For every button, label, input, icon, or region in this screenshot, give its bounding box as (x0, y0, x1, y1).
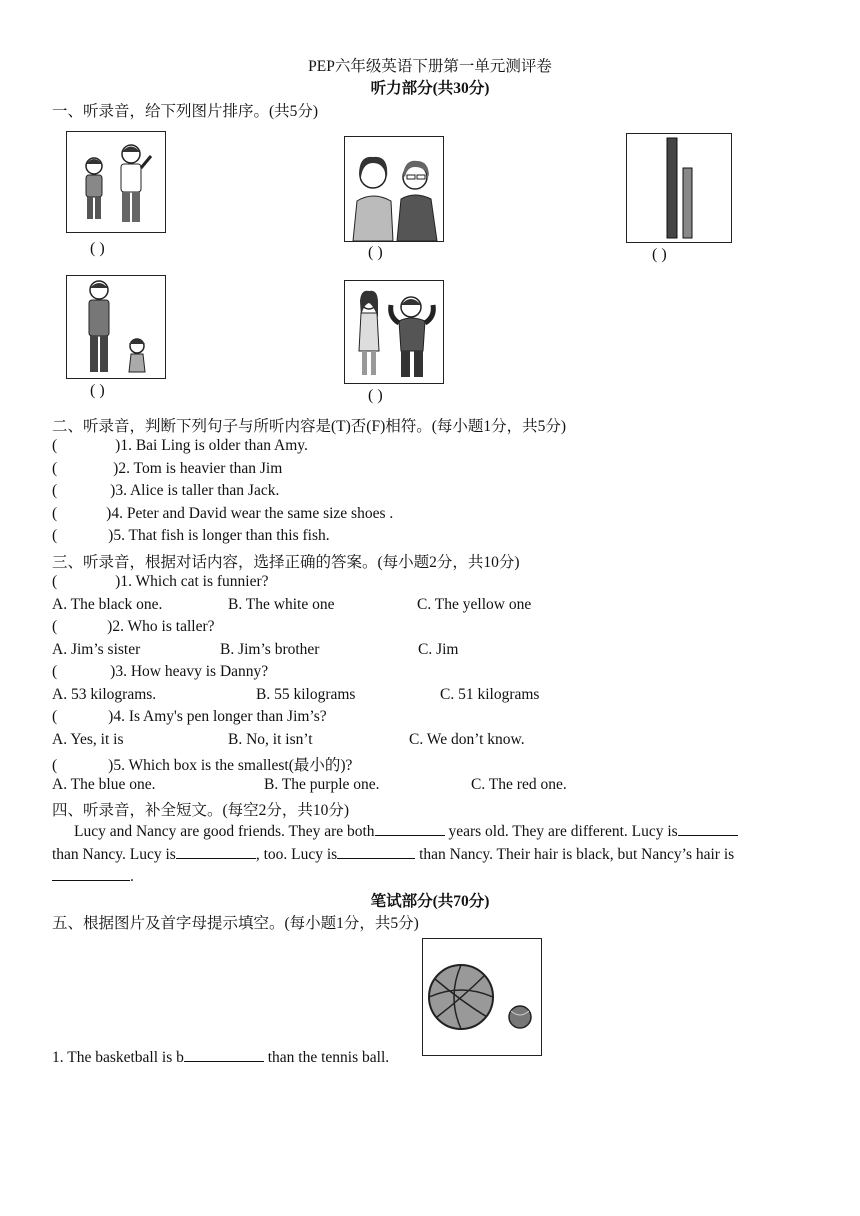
mc-q5-option-a[interactable]: A. The blue one. (52, 776, 156, 793)
part1-heading: 一、听录音，给下列图片排序。(共5分) (52, 103, 319, 120)
passage-blank-2[interactable] (678, 821, 738, 836)
two-bars-picture (626, 133, 732, 243)
passage-blank-1[interactable] (375, 821, 445, 836)
tf-item-4[interactable]: ( )4. Peter and David wear the same size shoes . (52, 505, 394, 522)
two-boys-picture (66, 131, 166, 233)
mc-q3-option-a[interactable]: A. 53 kilograms. (52, 686, 157, 703)
part2-heading: 二、听录音，判断下列句子与所听内容是(T)否(F)相符。(每小题1分，共5分) (52, 418, 567, 435)
mc-question-1[interactable]: ( )1. Which cat is funnier? (52, 573, 269, 590)
picture2-answer-paren[interactable]: ( ) (368, 244, 383, 261)
mc-question-2[interactable]: ( )2. Who is taller? (52, 618, 215, 635)
mc-q1-option-c[interactable]: C. The yellow one (417, 596, 532, 613)
mc-q2-option-c[interactable]: C. Jim (418, 641, 459, 658)
picture1-answer-paren[interactable]: ( ) (90, 240, 105, 257)
tf-item-1[interactable]: ( )1. Bai Ling is older than Amy. (52, 437, 308, 454)
mc-q5-option-b[interactable]: B. The purple one. (264, 776, 380, 793)
mc-q4-option-b[interactable]: B. No, it isn’t (228, 731, 313, 748)
part5-heading: 五、根据图片及首字母提示填空。(每小题1分，共5分) (52, 915, 419, 932)
passage-blank-5[interactable] (52, 866, 130, 881)
mc-q1-option-b[interactable]: B. The white one (228, 596, 335, 613)
page-title: PEP六年级英语下册第一单元测评卷 (308, 58, 552, 75)
part4-heading: 四、听录音，补全短文。(每空2分，共10分) (52, 802, 350, 819)
tf-item-5[interactable]: ( )5. That fish is longer than this fish. (52, 527, 330, 544)
part5-question-1: 1. The basketball is b than the tennis ball. (52, 1049, 390, 1066)
mc-q3-option-c[interactable]: C. 51 kilograms (440, 686, 540, 703)
woman-and-strong-man-picture (344, 280, 444, 384)
tf-item-2[interactable]: ( )2. Tom is heavier than Jim (52, 460, 283, 477)
tf-item-3[interactable]: ( )3. Alice is taller than Jack. (52, 482, 280, 499)
picture5-answer-paren[interactable]: ( ) (368, 387, 383, 404)
man-and-girl-picture (66, 275, 166, 379)
part5-q1-blank[interactable] (184, 1047, 264, 1062)
passage-blank-3[interactable] (176, 844, 256, 859)
picture3-answer-paren[interactable]: ( ) (652, 246, 667, 263)
mc-q5-option-c[interactable]: C. The red one. (471, 776, 567, 793)
mc-question-5[interactable]: ( )5. Which box is the smallest(最小的)? (52, 757, 353, 774)
mc-q2-option-b[interactable]: B. Jim’s brother (220, 641, 320, 658)
mc-q4-option-a[interactable]: A. Yes, it is (52, 731, 124, 748)
passage-line-3: . (52, 866, 134, 886)
part3-heading: 三、听录音，根据对话内容，选择正确的答案。(每小题2分，共10分) (52, 554, 520, 571)
basketball-and-tennis-ball-picture (422, 938, 542, 1056)
mc-question-4[interactable]: ( )4. Is Amy's pen longer than Jim’s? (52, 708, 327, 725)
mc-q2-option-a[interactable]: A. Jim’s sister (52, 641, 141, 658)
writing-section-header: 笔试部分(共70分) (370, 893, 490, 910)
picture4-answer-paren[interactable]: ( ) (90, 382, 105, 399)
passage-line-2: than Nancy. Lucy is , too. Lucy is than Nancy. Their hair is black, but Nancy’s hair is (52, 846, 735, 863)
passage-blank-4[interactable] (337, 844, 415, 859)
listening-section-header: 听力部分(共30分) (370, 80, 490, 97)
two-women-picture (344, 136, 444, 242)
mc-q4-option-c[interactable]: C. We don’t know. (409, 731, 525, 748)
mc-q1-option-a[interactable]: A. The black one. (52, 596, 163, 613)
mc-question-3[interactable]: ( )3. How heavy is Danny? (52, 663, 269, 680)
passage-line-1: Lucy and Nancy are good friends. They are both years old. They are different. Lucy is (74, 821, 738, 841)
mc-q3-option-b[interactable]: B. 55 kilograms (256, 686, 356, 703)
